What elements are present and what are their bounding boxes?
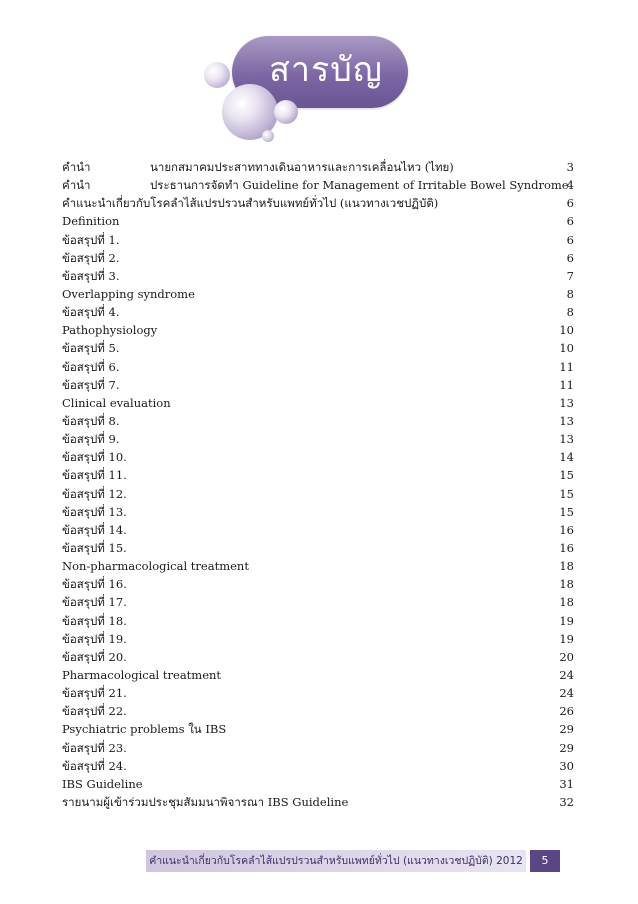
toc-entry-page: 16 — [559, 540, 574, 555]
toc-entry-label: ข้อสรุปที่ 13. — [62, 504, 127, 519]
toc-entry-label: ข้อสรุปที่ 9. — [62, 432, 120, 447]
toc-entry-label: คำนำ — [62, 160, 91, 174]
toc-entry-label: ข้อสรุปที่ 14. — [62, 522, 127, 537]
toc-entry-label: ข้อสรุปที่ 16. — [62, 577, 127, 592]
toc-entry[interactable] — [62, 720, 574, 738]
toc-entry-page: 29 — [559, 740, 574, 755]
toc-entry[interactable] — [62, 376, 574, 394]
toc-entry-label: IBS Guideline — [62, 776, 143, 791]
toc-entry-label: ข้อสรุปที่ 23. — [62, 740, 127, 755]
toc-entry-page: 8 — [566, 286, 574, 301]
toc-entry-page: 6 — [566, 232, 574, 247]
decorative-bubble — [274, 100, 298, 124]
toc-entry[interactable] — [62, 503, 574, 521]
toc-entry-page: 13 — [559, 432, 574, 447]
toc-entry-label: ข้อสรุปที่ 20. — [62, 649, 127, 664]
toc-entry-label: ข้อสรุปที่ 19. — [62, 631, 127, 646]
toc-entry-label: ข้อสรุปที่ 17. — [62, 595, 127, 610]
toc-entry-page: 15 — [559, 486, 574, 501]
toc-entry-label: คำแนะนำเกี่ยวกับโรคลำไส้แปรปรวนสำหรับแพทย์ทั่วไป (แนวทางเวชปฏิบัติ) — [62, 196, 439, 211]
toc-entry-page: 24 — [559, 667, 574, 682]
toc-entry[interactable] — [62, 557, 574, 575]
toc-entry-page: 15 — [559, 504, 574, 519]
toc-entry-page: 24 — [559, 686, 574, 701]
page-number: 5 — [541, 854, 549, 867]
toc-entry[interactable] — [62, 430, 574, 448]
toc-entry[interactable] — [62, 575, 574, 593]
toc-entry[interactable] — [62, 448, 574, 466]
toc-entry-label: ข้อสรุปที่ 12. — [62, 486, 127, 501]
toc-entry-page: 13 — [559, 395, 574, 410]
toc-entry-page: 29 — [559, 722, 574, 737]
table-of-contents — [62, 158, 574, 811]
toc-entry[interactable] — [62, 630, 574, 648]
toc-entry-label: ข้อสรุปที่ 1. — [62, 232, 120, 247]
toc-entry-subtitle: นายกสมาคมประสาททางเดินอาหารและการเคลื่อนไหว (ไทย) — [150, 160, 454, 174]
toc-entry-page: 30 — [559, 758, 574, 773]
toc-entry[interactable] — [62, 412, 574, 430]
toc-entry-label: ข้อสรุปที่ 21. — [62, 686, 127, 701]
toc-entry[interactable] — [62, 666, 574, 684]
footer-title: คำแนะนำเกี่ยวกับโรคลำไส้แปรปรวนสำหรับแพทย์ทั่วไป (แนวทางเวชปฏิบัติ) 2012 — [149, 855, 523, 867]
toc-entry-label: Psychiatric problems ใน IBS — [62, 722, 227, 737]
toc-entry-page: 6 — [566, 250, 574, 265]
toc-entry-page: 18 — [559, 559, 574, 574]
toc-entry-page: 6 — [566, 214, 574, 229]
toc-entry[interactable] — [62, 339, 574, 357]
toc-entry-page: 19 — [559, 631, 574, 646]
toc-entry-label: Pathophysiology — [62, 323, 158, 338]
toc-entry[interactable] — [62, 303, 574, 321]
toc-entry-label: ข้อสรุปที่ 6. — [62, 359, 120, 374]
toc-entry-page: 18 — [559, 577, 574, 592]
toc-entry-subtitle: ประธานการจัดทำ Guideline for Management of Irritable Bowel Syndrome — [150, 178, 569, 193]
toc-entry-page: 20 — [559, 649, 574, 664]
toc-entry[interactable] — [62, 793, 574, 811]
toc-entry[interactable] — [62, 757, 574, 775]
toc-entry-label: Definition — [62, 214, 120, 229]
toc-entry-page: 19 — [559, 613, 574, 628]
toc-entry-label: ข้อสรุปที่ 2. — [62, 250, 120, 265]
toc-entry-label: ข้อสรุปที่ 3. — [62, 268, 120, 283]
toc-entry[interactable] — [62, 267, 574, 285]
toc-entry-label: ข้อสรุปที่ 10. — [62, 450, 127, 465]
toc-entry-page: 15 — [559, 468, 574, 483]
toc-entry[interactable] — [62, 158, 574, 176]
toc-entry[interactable] — [62, 648, 574, 666]
toc-entry[interactable] — [62, 739, 574, 757]
toc-entry[interactable] — [62, 212, 574, 230]
toc-entry-page: 7 — [566, 268, 574, 283]
toc-entry-page: 4 — [566, 178, 574, 193]
toc-entry-label: ข้อสรุปที่ 18. — [62, 613, 127, 628]
toc-entry-page: 31 — [559, 776, 574, 791]
toc-entry-page: 16 — [559, 522, 574, 537]
toc-entry-label: ข้อสรุปที่ 15. — [62, 540, 127, 555]
toc-entry-page: 10 — [559, 341, 574, 356]
toc-entry[interactable] — [62, 249, 574, 267]
toc-entry[interactable] — [62, 612, 574, 630]
toc-entry[interactable] — [62, 521, 574, 539]
toc-entry-page: 8 — [566, 305, 574, 320]
toc-entry[interactable] — [62, 194, 574, 212]
footer — [146, 850, 636, 872]
toc-entry[interactable] — [62, 358, 574, 376]
toc-entry[interactable] — [62, 466, 574, 484]
toc-entry[interactable] — [62, 485, 574, 503]
toc-entry-label: Non-pharmacological treatment — [62, 559, 249, 574]
decorative-bubble — [262, 130, 274, 142]
toc-entry-label: Clinical evaluation — [62, 395, 171, 410]
toc-entry[interactable] — [62, 539, 574, 557]
toc-entry-label: ข้อสรุปที่ 5. — [62, 341, 120, 356]
header-banner — [0, 0, 638, 150]
toc-entry-label: ข้อสรุปที่ 8. — [62, 413, 120, 428]
toc-entry-label: ข้อสรุปที่ 7. — [62, 377, 120, 392]
toc-entry-label: ข้อสรุปที่ 11. — [62, 468, 127, 483]
toc-entry-page: 18 — [559, 595, 574, 610]
toc-entry-page: 10 — [559, 323, 574, 338]
toc-entry[interactable] — [62, 684, 574, 702]
toc-entry[interactable] — [62, 394, 574, 412]
toc-entry[interactable] — [62, 593, 574, 611]
toc-entry-page: 3 — [566, 160, 574, 174]
toc-entry-label: Pharmacological treatment — [62, 667, 222, 682]
toc-entry-page: 14 — [559, 450, 574, 465]
toc-entry-page: 11 — [559, 377, 574, 392]
toc-entry-label: รายนามผู้เข้าร่วมประชุมสัมมนาพิจารณา IBS Guideline — [62, 794, 349, 809]
toc-entry-label: ข้อสรุปที่ 22. — [62, 704, 127, 719]
toc-entry-page: 13 — [559, 413, 574, 428]
toc-entry[interactable] — [62, 285, 574, 303]
toc-entry-page: 6 — [566, 196, 574, 211]
toc-entry-label: คำนำ — [62, 178, 91, 193]
toc-entry[interactable] — [62, 775, 574, 793]
decorative-bubble — [204, 62, 230, 88]
toc-entry-label: Overlapping syndrome — [62, 286, 195, 301]
page-title: สารบัญ — [269, 50, 383, 90]
toc-entry[interactable] — [62, 176, 574, 194]
toc-entry-label: ข้อสรุปที่ 4. — [62, 305, 120, 320]
toc-entry-label: ข้อสรุปที่ 24. — [62, 758, 127, 773]
toc-entry-page: 11 — [559, 359, 574, 374]
toc-entry[interactable] — [62, 321, 574, 339]
toc-entry-page: 26 — [559, 704, 574, 719]
toc-entry[interactable] — [62, 231, 574, 249]
toc-entry-page: 32 — [559, 794, 574, 809]
toc-entry[interactable] — [62, 702, 574, 720]
